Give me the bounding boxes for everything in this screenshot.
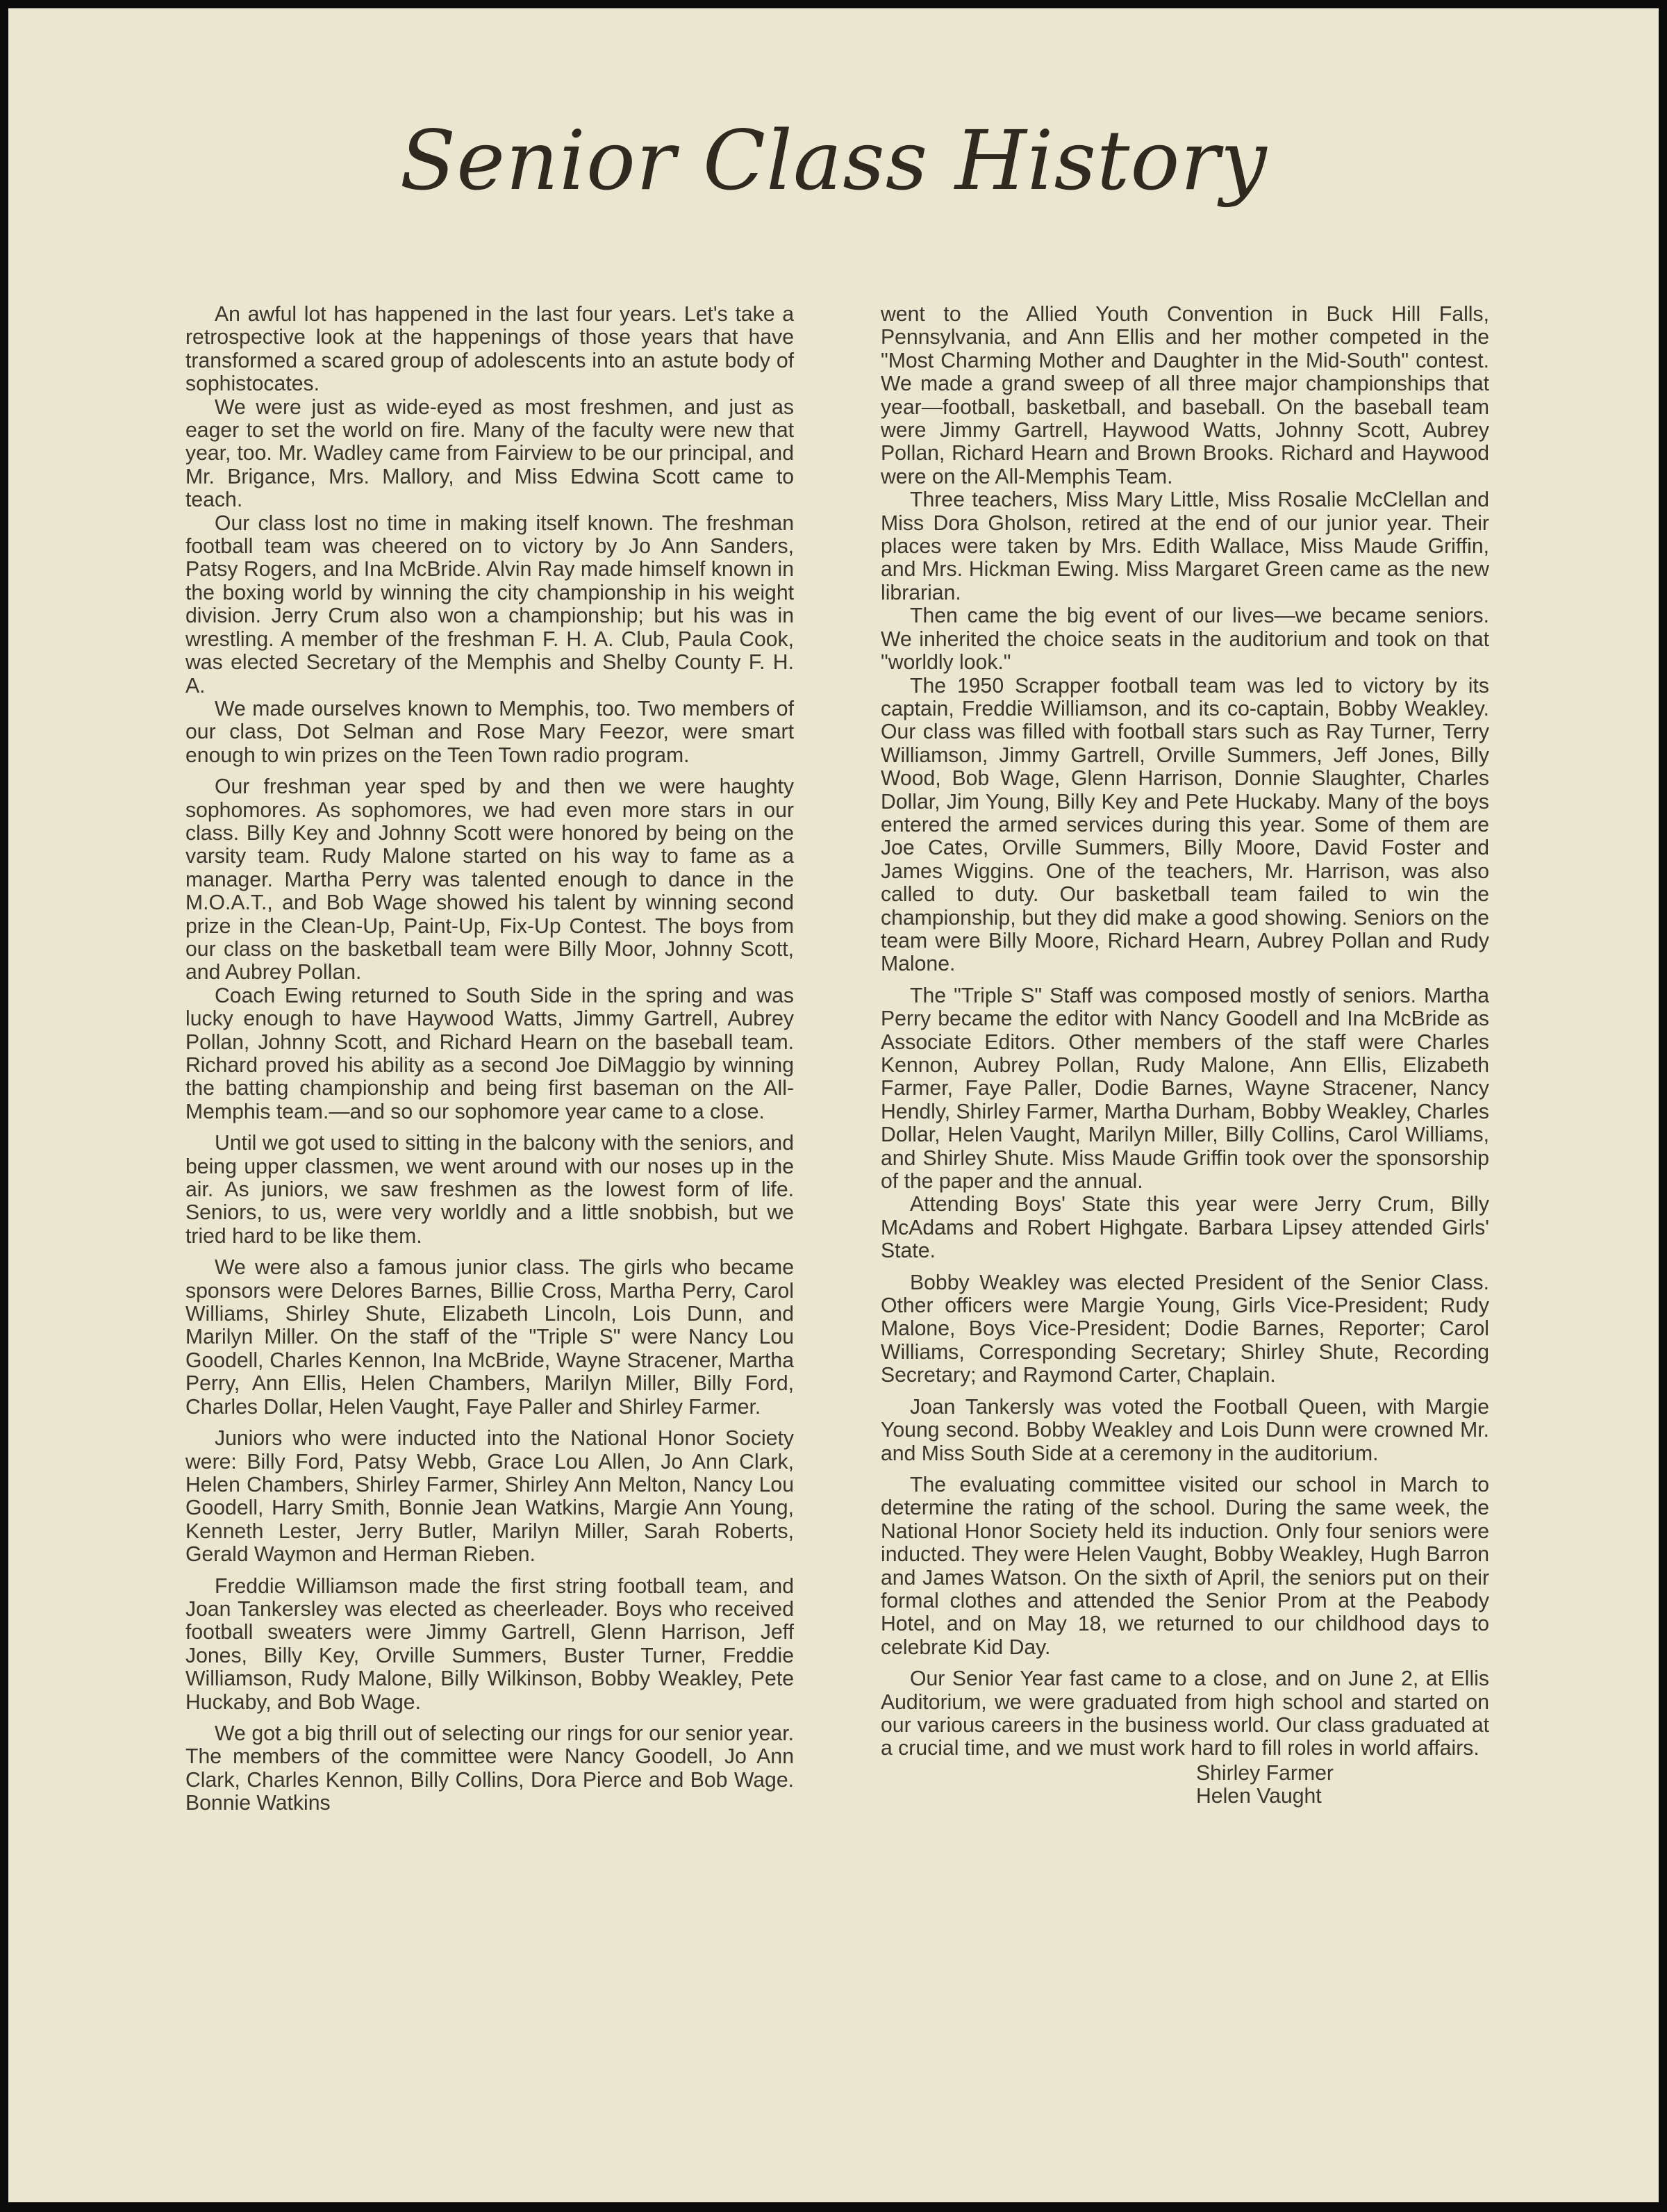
paragraph: We were also a famous junior class. The girls who became sponsors were Delores Barnes, Billie Cross, Martha Perry, Carol Williams, Shirley Shute, Elizabeth Lincoln, Lois Dunn, and Marilyn Miller. On the staff of the "Triple S" were Nancy Lou Goodell, Charles Kennon, Ina McBride, Wayne Stracener, Martha Perry, Ann Ellis, Helen Chambers, Marilyn Miller, Billy Ford, Charles Dollar, Helen Vaught, Faye Paller and Shirley Farmer.	[185, 1256, 794, 1419]
left-column	[185, 303, 794, 1815]
paragraph: We were just as wide-eyed as most freshmen, and just as eager to set the world on fire. Many of the faculty were new that year, too. Mr. Wadley came from Fairview to be our principal, and Mr. Brigance, Mrs. Mallory, and Miss Edwina Scott came to teach.	[185, 395, 794, 512]
paragraph: The evaluating committee visited our school in March to determine the rating of the school. During the same week, the National Honor Society held its induction. Only four seniors were inducted. They were Helen Vaught, Bobby Weakley, Hugh Barron and James Watson. On the sixth of April, the seniors put on their formal clothes and attended the Senior Prom at the Peabody Hotel, and on May 18, we returned to our childhood days to celebrate Kid Day.	[881, 1473, 1489, 1659]
paragraph: Our Senior Year fast came to a close, and on June 2, at Ellis Auditorium, we were graduated from high school and started on our various careers in the business world. Our class graduated at a crucial time, and we must work hard to fill roles in world affairs.	[881, 1667, 1489, 1760]
paragraph: Coach Ewing returned to South Side in the spring and was lucky enough to have Haywood Watts, Jimmy Gartrell, Aubrey Pollan, Johnny Scott, and Richard Hearn on the baseball team. Richard proved his ability as a second Joe DiMaggio by winning the batting championship and being first baseman on the All-Memphis team.—and so our sophomore year came to a close.	[185, 984, 794, 1123]
paragraph: The "Triple S" Staff was composed mostly of seniors. Martha Perry became the editor with Nancy Goodell and Ina McBride as Associate Editors. Other members of the staff were Charles Kennon, Aubrey Pollan, Rudy Malone, Ann Ellis, Elizabeth Farmer, Faye Paller, Dodie Barnes, Wayne Stracener, Nancy Hendly, Shirley Farmer, Martha Durham, Bobby Weakley, Charles Dollar, Helen Vaught, Marilyn Miller, Billy Collins, Carol Williams, and Shirley Shute. Miss Maude Griffin took over the sponsorship of the paper and the annual.	[881, 984, 1489, 1194]
paragraph: Then came the big event of our lives—we became seniors. We inherited the choice seats in the auditorium and took on that "worldly look."	[881, 604, 1489, 675]
paragraph: Attending Boys' State this year were Jerry Crum, Billy McAdams and Robert Highgate. Barbara Lipsey attended Girls' State.	[881, 1193, 1489, 1263]
paragraph: The 1950 Scrapper football team was led to victory by its captain, Freddie Williamson, and its co-captain, Bobby Weakley. Our class was filled with football stars such as Ray Turner, Terry Williamson, Jimmy Gartrell, Orville Summers, Jeff Jones, Billy Wood, Bob Wage, Glenn Harrison, Donnie Slaughter, Charles Dollar, Jim Young, Billy Key and Pete Huckaby. Many of the boys entered the armed services during this year. Some of them are Joe Cates, Orville Summers, Billy Moore, David Foster and James Wiggins. One of the teachers, Mr. Harrison, was also called to duty. Our basketball team failed to win the championship, but they did make a good showing. Seniors on the team were Billy Moore, Richard Hearn, Aubrey Pollan and Rudy Malone.	[881, 674, 1489, 976]
paragraph: Our class lost no time in making itself known. The freshman football team was cheered on to victory by Jo Ann Sanders, Patsy Rogers, and Ina McBride. Alvin Ray made himself known in the boxing world by winning the city championship in his weight division. Jerry Crum also won a championship; but his was in wrestling. A member of the freshman F. H. A. Club, Paula Cook, was elected Secretary of the Memphis and Shelby County F. H. A.	[185, 511, 794, 698]
signature-name: Helen Vaught	[1196, 1785, 1322, 1808]
paragraph: An awful lot has happened in the last four years. Let's take a retrospective look at the happenings of those years that have transformed a scared group of adolescents into an astute body of sophistocates.	[185, 303, 794, 396]
page-title: Senior Class History	[399, 113, 1268, 208]
signature-name: Shirley Farmer	[1196, 1761, 1334, 1785]
paragraph: We got a big thrill out of selecting our rings for our senior year. The members of the committee were Nancy Goodell, Jo Ann Clark, Charles Kennon, Billy Collins, Dora Pierce and Bob Wage. Bonnie Watkins	[185, 1722, 794, 1815]
paragraph: Juniors who were inducted into the National Honor Society were: Billy Ford, Patsy Webb, Grace Lou Allen, Jo Ann Clark, Helen Chambers, Shirley Farmer, Shirley Ann Melton, Nancy Lou Goodell, Harry Smith, Bonnie Jean Watkins, Margie Ann Young, Kenneth Lester, Jerry Butler, Marilyn Miller, Sarah Roberts, Gerald Waymon and Herman Rieben.	[185, 1427, 794, 1567]
yearbook-page	[8, 8, 1659, 2202]
paragraph: Our freshman year sped by and then we were haughty sophomores. As sophomores, we had even more stars in our class. Billy Key and Johnny Scott were honored by being on the varsity team. Rudy Malone started on his way to fame as a manager. Martha Perry was talented enough to dance in the M.O.A.T., and Bob Wage showed his talent by winning second prize in the Clean-Up, Paint-Up, Fix-Up Contest. The boys from our class on the basketball team were Billy Moor, Johnny Scott, and Aubrey Pollan.	[185, 775, 794, 984]
paragraph: Bobby Weakley was elected President of the Senior Class. Other officers were Margie Young, Girls Vice-President; Rudy Malone, Boys Vice-President; Dodie Barnes, Reporter; Carol Williams, Corresponding Secretary; Shirley Shute, Recording Secretary; and Raymond Carter, Chaplain.	[881, 1271, 1489, 1387]
right-column	[881, 303, 1489, 1808]
paragraph: We made ourselves known to Memphis, too. Two members of our class, Dot Selman and Rose Mary Feezor, were smart enough to win prizes on the Teen Town radio program.	[185, 697, 794, 767]
signature	[881, 1762, 1489, 1808]
paragraph: Until we got used to sitting in the balcony with the seniors, and being upper classmen, we went around with our noses up in the air. As juniors, we saw freshmen as the lowest form of life. Seniors, to us, were very worldly and a little snobbish, but we tried hard to be like them.	[185, 1132, 794, 1248]
paragraph: went to the Allied Youth Convention in Buck Hill Falls, Pennsylvania, and Ann Ellis and her mother competed in the "Most Charming Mother and Daughter in the Mid-South" contest. We made a grand sweep of all three major championships that year—football, basketball, and baseball. On the baseball team were Jimmy Gartrell, Haywood Watts, Johnny Scott, Aubrey Pollan, Richard Hearn and Brown Brooks. Richard and Haywood were on the All-Memphis Team.	[881, 303, 1489, 488]
paragraph: Three teachers, Miss Mary Little, Miss Rosalie McClellan and Miss Dora Gholson, retired at the end of our junior year. Their places were taken by Mrs. Edith Wallace, Miss Maude Griffin, and Mrs. Hickman Ewing. Miss Margaret Green came as the new librarian.	[881, 488, 1489, 604]
paragraph: Joan Tankersly was voted the Football Queen, with Margie Young second. Bobby Weakley and Lois Dunn were crowned Mr. and Miss South Side at a ceremony in the auditorium.	[881, 1395, 1489, 1465]
paragraph: Freddie Williamson made the first string football team, and Joan Tankersley was elected as cheerleader. Boys who received football sweaters were Jimmy Gartrell, Glenn Harrison, Jeff Jones, Billy Key, Orville Summers, Buster Turner, Freddie Williamson, Rudy Malone, Billy Wilkinson, Bobby Weakley, Pete Huckaby, and Bob Wage.	[185, 1574, 794, 1714]
